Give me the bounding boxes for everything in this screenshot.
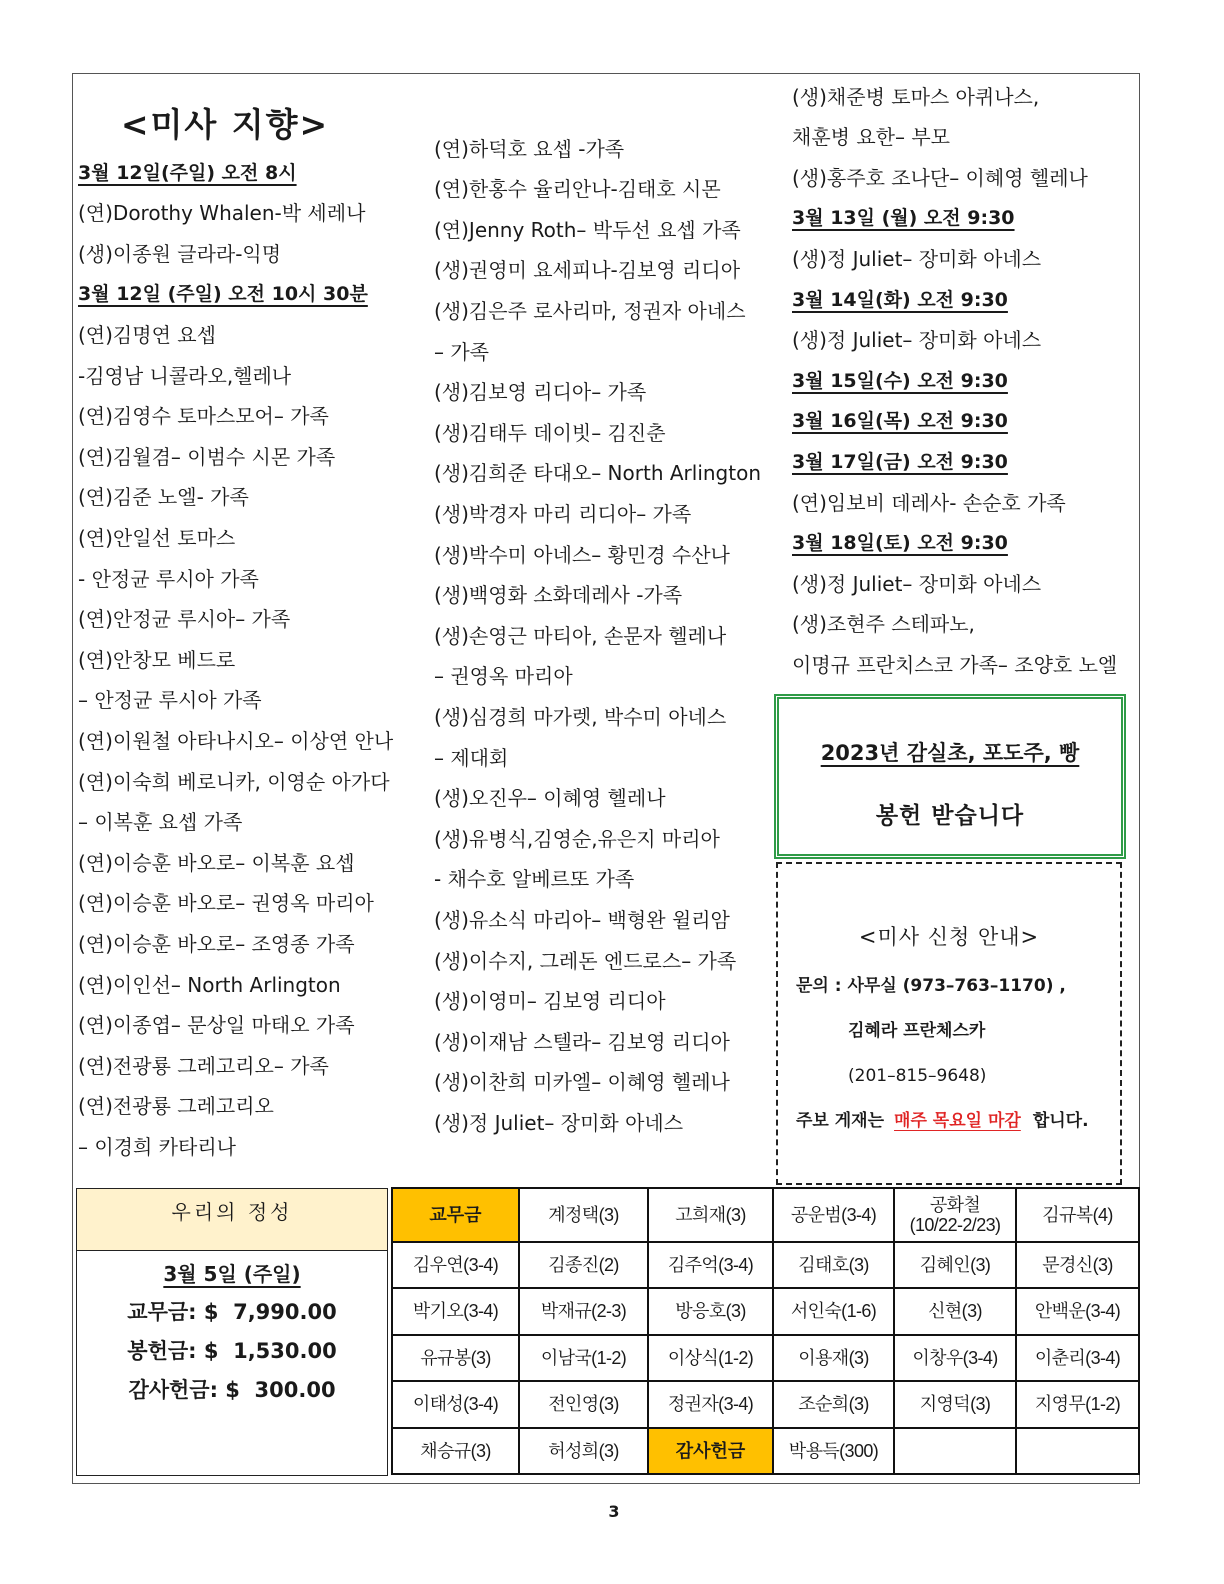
offerings-summary-box — [76, 1188, 388, 1476]
intentions-column-3 — [792, 77, 1136, 686]
intention-line: – 안정균 루시아 가족 — [78, 688, 262, 713]
offering-amount-bongheon: 봉헌금: $ 1,530.00 — [127, 1339, 337, 1363]
intention-line: (연)김준 노엘- 가족 — [78, 485, 249, 510]
donor-cell: 조순희(3) — [773, 1381, 894, 1427]
donor-cell: 이태성(3-4) — [392, 1381, 519, 1427]
mass-request-title: <미사 신청 안내> — [858, 925, 1040, 949]
intention-line: (연)안창모 베드로 — [78, 647, 236, 672]
table-row — [392, 1288, 1139, 1334]
donor-cell: 채승규(3) — [392, 1428, 519, 1475]
donor-cell: 유규봉(3) — [392, 1335, 519, 1381]
donor-cell: 김주억(3-4) — [648, 1242, 773, 1288]
offering-notice-title: 2023년 감실초, 포도주, 빵 — [820, 741, 1080, 765]
intention-line: (생)박경자 마리 리디아– 가족 — [434, 502, 692, 527]
donor-cell: 박재규(2-3) — [519, 1288, 648, 1334]
offerings-date: 3월 5일 (주일) — [163, 1262, 301, 1286]
contact-name: 김혜라 프란체스카 — [848, 1021, 986, 1041]
donor-cell: 고희재(3) — [648, 1188, 773, 1242]
intention-line: (연)안정균 루시아– 가족 — [78, 607, 291, 632]
intention-line: (연)이종엽– 문상일 마태오 가족 — [78, 1013, 355, 1038]
intention-line: (연)이승훈 바오로– 조영종 가족 — [78, 931, 355, 956]
intention-line: (연)임보비 데레사- 손순호 가족 — [792, 490, 1066, 515]
empty-cell — [894, 1428, 1016, 1475]
intention-line: (생)손영근 마티아, 손문자 헬레나 — [434, 623, 727, 648]
donors-table — [391, 1187, 1140, 1475]
mass-intentions-title: <미사 지향> — [120, 105, 330, 144]
intention-line: (생)이재남 스텔라– 김보영 리디아 — [434, 1029, 730, 1054]
intention-line: (연)안일선 토마스 — [78, 526, 236, 551]
intentions-column-2 — [434, 129, 766, 1144]
donor-cell: 공운범(3-4) — [773, 1188, 894, 1242]
mass-time-heading: 3월 12일(주일) 오전 8시 — [78, 161, 297, 184]
intention-line: (연)김월겸– 이범수 시몬 가족 — [78, 444, 336, 469]
category-label-kyomugeum: 교무금 — [392, 1188, 519, 1242]
donor-cell: 문경신(3) — [1016, 1242, 1139, 1288]
donor-cell: 지영무(1-2) — [1016, 1381, 1139, 1427]
intention-line: (생)박수미 아네스– 황민경 수산나 — [434, 542, 730, 567]
donor-cell: 신현(3) — [894, 1288, 1016, 1334]
donor-cell: 안백운(3-4) — [1016, 1288, 1139, 1334]
donor-cell: 김종진(2) — [519, 1242, 648, 1288]
donor-cell: 이용재(3) — [773, 1335, 894, 1381]
intention-line: (생)김은주 로사리마, 정권자 아네스 — [434, 299, 746, 324]
mass-time-heading: 3월 16일(목) 오전 9:30 — [792, 410, 1008, 433]
table-row — [392, 1381, 1139, 1427]
intention-line: (생)정 Juliet– 장미화 아네스 — [792, 328, 1042, 353]
mass-time-heading: 3월 13일 (월) 오전 9:30 — [792, 207, 1015, 230]
donor-cell: 정권자(3-4) — [648, 1381, 773, 1427]
deadline-suffix: 합니다. — [1032, 1111, 1089, 1131]
donor-cell: 김혜인(3) — [894, 1242, 1016, 1288]
intention-line: – 권영옥 마리아 — [434, 664, 573, 689]
intention-line: (생)백영화 소화데레사 -가족 — [434, 583, 683, 608]
intention-line: - 안정균 루시아 가족 — [78, 566, 259, 591]
donor-cell: 전인영(3) — [519, 1381, 648, 1427]
mass-time-heading: 3월 17일(금) 오전 9:30 — [792, 451, 1008, 474]
donor-cell: 박용득(300) — [773, 1428, 894, 1475]
donor-cell: 이창우(3-4) — [894, 1335, 1016, 1381]
table-row — [392, 1242, 1139, 1288]
intention-line: (연)하덕호 요셉 -가족 — [434, 136, 625, 161]
intention-line: (생)오진우– 이혜영 헬레나 — [434, 786, 666, 811]
intention-line: (연)Dorothy Whalen-박 세레나 — [78, 201, 366, 226]
donor-cell: 공화철 (10/22-2/23) — [894, 1188, 1016, 1242]
contact-phone: (201–815–9648) — [848, 1066, 987, 1086]
offering-notice-box — [774, 694, 1126, 859]
mass-time-heading: 3월 15일(수) 오전 9:30 — [792, 369, 1008, 392]
donor-cell: 지영덕(3) — [894, 1381, 1016, 1427]
intention-line: – 제대회 — [434, 745, 509, 770]
mass-time-heading: 3월 12일 (주일) 오전 10시 30분 — [78, 283, 368, 306]
offering-amount-kyomugeum: 교무금: $ 7,990.00 — [127, 1300, 337, 1324]
intention-line: (생)유병식,김영순,유은지 마리아 — [434, 826, 720, 851]
intention-line: (생)심경희 마가렛, 박수미 아네스 — [434, 705, 727, 729]
intention-line: (생)채준병 토마스 아퀴나스, — [792, 84, 1040, 109]
bulletin-deadline — [796, 1109, 1089, 1133]
mass-request-box — [776, 862, 1122, 1185]
intention-line: (연)이원철 아타나시오– 이상연 안나 — [78, 729, 394, 753]
donor-cell: 이남국(1-2) — [519, 1335, 648, 1381]
donor-cell: 김규복(4) — [1016, 1188, 1139, 1242]
intention-line: (생)이수지, 그레돈 엔드로스– 가족 — [434, 948, 737, 973]
intention-line: (생)김태두 데이빗– 김진춘 — [434, 420, 666, 445]
empty-cell — [1016, 1428, 1139, 1475]
intention-line: (생)김희준 타대오– North Arlington — [434, 461, 761, 486]
intention-line: (연)이승훈 바오로– 이복훈 요셉 — [78, 850, 355, 875]
intention-line: – 이경희 카타리나 — [78, 1134, 236, 1159]
donor-cell: 김우연(3-4) — [392, 1242, 519, 1288]
intention-line: (연)전광룡 그레고리오– 가족 — [78, 1053, 329, 1078]
intention-line: -김영남 니콜라오,헬레나 — [78, 363, 292, 388]
intention-line: (생)권영미 요세피나-김보영 리디아 — [434, 258, 741, 283]
intention-line: (생)홍주호 조나단– 이혜영 헬레나 — [792, 165, 1088, 190]
page-number: 3 — [608, 1502, 620, 1521]
intention-line: (생)유소식 마리아– 백형완 윌리암 — [434, 907, 730, 932]
intention-line: (생)이종원 글라라-익명 — [78, 241, 282, 266]
deadline-prefix: 주보 게재는 — [796, 1111, 885, 1131]
offering-amount-gamsa: 감사헌금: $ 300.00 — [128, 1378, 336, 1402]
intention-line: (연)김영수 토마스모어– 가족 — [78, 404, 329, 429]
intention-line: (연)전광룡 그레고리오 — [78, 1094, 274, 1119]
intention-line: – 가족 — [434, 339, 489, 364]
donor-cell: 이상식(1-2) — [648, 1335, 773, 1381]
intention-line: (생)정 Juliet– 장미화 아네스 — [434, 1110, 684, 1135]
mass-time-heading: 3월 18일(토) 오전 9:30 — [792, 532, 1008, 555]
intention-line: (생)조현주 스테파노, — [792, 612, 975, 637]
intention-line: (연)김명연 요셉 — [78, 323, 216, 348]
table-row — [392, 1428, 1139, 1475]
donor-cell: 김태호(3) — [773, 1242, 894, 1288]
intention-line: (연)이인선– North Arlington — [78, 972, 341, 997]
intention-line: (연)이승훈 바오로– 권영옥 마리아 — [78, 891, 374, 916]
intention-line: 채훈병 요한– 부모 — [792, 125, 950, 150]
intention-line: 이명규 프란치스코 가족– 조양호 노엘 — [792, 653, 1118, 677]
intention-line: (연)한홍수 율리안나-김태호 시몬 — [434, 177, 721, 202]
intention-line: (생)김보영 리디아– 가족 — [434, 380, 647, 405]
donor-cell: 박기오(3-4) — [392, 1288, 519, 1334]
intention-line: (연)이숙희 베로니카, 이영순 아가다 — [78, 769, 390, 794]
intention-line: (생)이영미– 김보영 리디아 — [434, 989, 666, 1014]
donor-cell: 계정택(3) — [519, 1188, 648, 1242]
offerings-header: 우리의 정성 — [77, 1189, 387, 1251]
intention-line: (생)정 Juliet– 장미화 아네스 — [792, 247, 1042, 272]
mass-time-heading: 3월 14일(화) 오전 9:30 — [792, 288, 1008, 311]
intentions-column-1 — [78, 153, 404, 1168]
intention-line: - 채수호 알베르또 가족 — [434, 867, 635, 892]
deadline-highlight: 매주 목요일 마감 — [894, 1111, 1021, 1131]
intention-line: – 이복훈 요셉 가족 — [78, 810, 243, 835]
intention-line: (생)정 Juliet– 장미화 아네스 — [792, 571, 1042, 596]
offering-notice-text: 봉헌 받습니다 — [875, 803, 1025, 829]
intention-line: (연)Jenny Roth– 박두선 요셉 가족 — [434, 217, 741, 242]
donor-cell: 이춘리(3-4) — [1016, 1335, 1139, 1381]
office-contact: 문의 : 사무실 (973–763–1170) , — [796, 976, 1066, 996]
category-label-gamsa-heongeum: 감사헌금 — [648, 1428, 773, 1475]
donor-cell: 서인숙(1-6) — [773, 1288, 894, 1334]
table-row — [392, 1335, 1139, 1381]
intention-line: (생)이찬희 미카엘– 이혜영 헬레나 — [434, 1070, 730, 1095]
table-row — [392, 1188, 1139, 1242]
donor-cell: 허성희(3) — [519, 1428, 648, 1475]
donor-cell: 방응호(3) — [648, 1288, 773, 1334]
